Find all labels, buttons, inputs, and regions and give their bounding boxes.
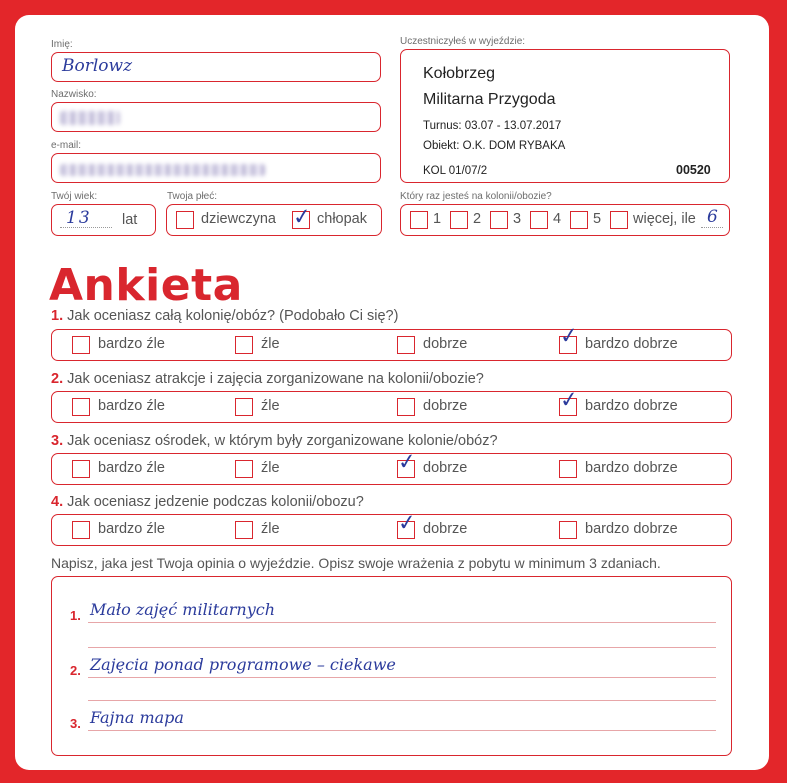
- question-3-options: [51, 449, 732, 485]
- times-field: [400, 204, 730, 236]
- times-option-2-checkbox[interactable]: [450, 211, 468, 229]
- surname-redacted: [60, 111, 120, 125]
- q4-bardzo-dobrze-checkbox[interactable]: [559, 521, 577, 539]
- gender-label: Twoja płeć:: [167, 191, 218, 202]
- question-3-number: 3.: [51, 433, 64, 449]
- trip-number: 00520: [676, 163, 711, 177]
- question-2-number: 2.: [51, 371, 64, 387]
- q1-bardzo-zle-checkbox[interactable]: [72, 336, 90, 354]
- question-1-text: Jak oceniasz całą kolonię/obóz? (Podobało Ci się?): [67, 308, 399, 324]
- q3-zle-checkbox[interactable]: [235, 460, 253, 478]
- name-value: Borlowz: [62, 56, 133, 76]
- question-3-text: Jak oceniasz ośrodek, w którym były zorganizowane kolonie/obóz?: [67, 433, 498, 449]
- q4-bardzo-dobrze-label: bardzo dobrze: [585, 521, 678, 537]
- q2-check-mark: ✓: [558, 387, 580, 414]
- q2-bardzo-dobrze-label: bardzo dobrze: [585, 398, 678, 414]
- q1-dobrze-label: dobrze: [423, 336, 468, 352]
- q4-zle-label: źle: [261, 521, 280, 537]
- times-label: Który raz jesteś na kolonii/obozie?: [400, 191, 552, 202]
- question-3: [51, 433, 498, 449]
- times-more-label: więcej, ile: [633, 211, 696, 227]
- question-4-number: 4.: [51, 494, 64, 510]
- q3-check-mark: ✓: [396, 449, 418, 476]
- opinion-line: [88, 622, 716, 623]
- question-1-options: [51, 323, 732, 361]
- age-unit: lat: [122, 212, 138, 228]
- gender-female-checkbox[interactable]: [176, 211, 194, 229]
- email-label: e-mail:: [51, 140, 82, 151]
- opinion-3-number: 3.: [70, 716, 81, 731]
- age-label: Twój wiek:: [51, 191, 98, 202]
- q1-bardzo-dobrze-label: bardzo dobrze: [585, 336, 678, 352]
- question-4-text: Jak oceniasz jedzenie podczas kolonii/obozu?: [67, 494, 364, 510]
- surname-label: Nazwisko:: [51, 89, 97, 100]
- question-2-options: [51, 387, 732, 423]
- times-option-5-checkbox[interactable]: [570, 211, 588, 229]
- question-1: [51, 308, 398, 324]
- times-more-checkbox[interactable]: [610, 211, 628, 229]
- times-option-3-label: 3: [513, 211, 522, 227]
- times-option-5-label: 5: [593, 211, 602, 227]
- q4-dobrze-label: dobrze: [423, 521, 468, 537]
- trip-label: Uczestniczyłeś w wyjeździe:: [400, 36, 526, 47]
- q3-dobrze-label: dobrze: [423, 460, 468, 476]
- question-4: [51, 494, 364, 510]
- surname-field[interactable]: [51, 102, 381, 132]
- q4-bardzo-zle-checkbox[interactable]: [72, 521, 90, 539]
- age-value: 13: [66, 208, 92, 228]
- q4-zle-checkbox[interactable]: [235, 521, 253, 539]
- survey-title: Ankieta: [49, 260, 243, 311]
- opinion-box[interactable]: [51, 576, 732, 756]
- gender-female-label: dziewczyna: [201, 211, 276, 227]
- opinion-prompt: Napisz, jaka jest Twoja opinia o wyjeździe. Opisz swoje wrażenia z pobytu w minimum 3 zdaniach.: [51, 555, 661, 571]
- times-option-3-checkbox[interactable]: [490, 211, 508, 229]
- q1-dobrze-checkbox[interactable]: [397, 336, 415, 354]
- age-field[interactable]: [51, 204, 156, 236]
- q2-dobrze-label: dobrze: [423, 398, 468, 414]
- opinion-line: [88, 700, 716, 701]
- q1-zle-checkbox[interactable]: [235, 336, 253, 354]
- q2-bardzo-zle-label: bardzo źle: [98, 398, 165, 414]
- trip-program: Militarna Przygoda: [423, 91, 556, 108]
- q2-zle-label: źle: [261, 398, 280, 414]
- q2-zle-checkbox[interactable]: [235, 398, 253, 416]
- q3-bardzo-dobrze-checkbox[interactable]: [559, 460, 577, 478]
- trip-info-box: [400, 49, 730, 183]
- email-redacted: [60, 164, 265, 176]
- q3-bardzo-dobrze-label: bardzo dobrze: [585, 460, 678, 476]
- gender-field: [166, 204, 382, 236]
- question-2-text: Jak oceniasz atrakcje i zajęcia zorganizowane na kolonii/obozie?: [67, 371, 484, 387]
- opinion-3-text: Fajna mapa: [90, 708, 184, 727]
- q2-bardzo-zle-checkbox[interactable]: [72, 398, 90, 416]
- q2-dobrze-checkbox[interactable]: [397, 398, 415, 416]
- trip-turnus: Turnus: 03.07 - 13.07.2017: [423, 120, 562, 132]
- q3-bardzo-zle-label: bardzo źle: [98, 460, 165, 476]
- trip-code: KOL 01/07/2: [423, 165, 488, 177]
- question-2: [51, 371, 484, 387]
- times-option-1-label: 1: [433, 211, 442, 227]
- times-option-4-checkbox[interactable]: [530, 211, 548, 229]
- opinion-2-number: 2.: [70, 663, 81, 678]
- opinion-1-number: 1.: [70, 608, 81, 623]
- trip-location: Kołobrzeg: [423, 65, 496, 82]
- q3-bardzo-zle-checkbox[interactable]: [72, 460, 90, 478]
- times-more-value: 6: [707, 207, 718, 227]
- q1-zle-label: źle: [261, 336, 280, 352]
- times-option-4-label: 4: [553, 211, 562, 227]
- gender-male-label: chłopak: [317, 211, 367, 227]
- trip-obiekt: Obiekt: O.K. DOM RYBAKA: [423, 140, 566, 152]
- name-field[interactable]: [51, 52, 381, 82]
- opinion-line: [88, 647, 716, 648]
- q4-check-mark: ✓: [396, 510, 418, 537]
- name-label: Imię:: [51, 39, 73, 50]
- question-1-number: 1.: [51, 308, 64, 324]
- email-field[interactable]: [51, 153, 381, 183]
- gender-male-check-mark: ✓: [291, 204, 313, 231]
- q4-bardzo-zle-label: bardzo źle: [98, 521, 165, 537]
- opinion-line: [88, 677, 716, 678]
- times-option-1-checkbox[interactable]: [410, 211, 428, 229]
- age-dotted-line: [60, 227, 112, 228]
- survey-sheet: [15, 15, 769, 770]
- question-4-options: [51, 510, 732, 546]
- q3-zle-label: źle: [261, 460, 280, 476]
- times-option-2-label: 2: [473, 211, 482, 227]
- q1-bardzo-zle-label: bardzo źle: [98, 336, 165, 352]
- opinion-2-text: Zajęcia ponad programowe – ciekawe: [90, 655, 396, 674]
- times-more-dotted-line: [701, 227, 723, 228]
- q1-check-mark: ✓: [558, 323, 580, 350]
- opinion-1-text: Mało zajęć militarnych: [90, 600, 276, 619]
- opinion-line: [88, 730, 716, 731]
